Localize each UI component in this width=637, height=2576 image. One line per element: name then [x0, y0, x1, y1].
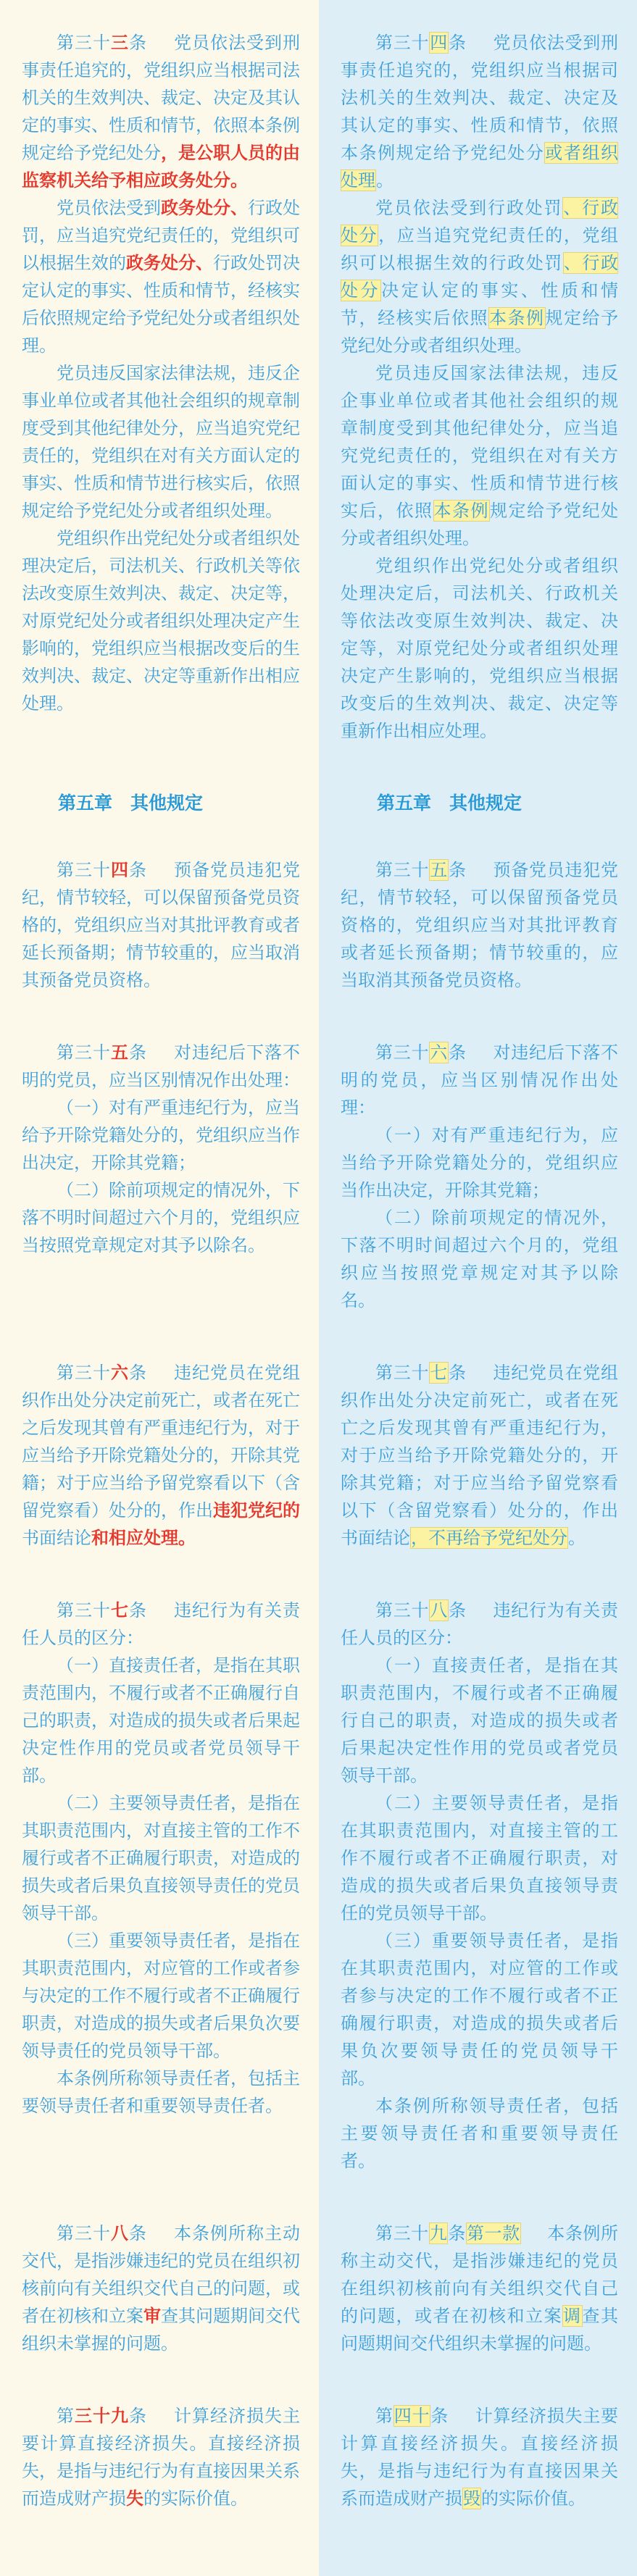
article-number: 条: [449, 33, 467, 53]
changed-text-red: 审: [143, 2306, 161, 2326]
article-number: 第: [57, 2406, 75, 2426]
changed-text-red: 失: [126, 2488, 143, 2509]
new-version-column: [319, 1039, 637, 1314]
text-segment: 计算经济损失主要计算直接经济损失。直接经济损失，是指与违纪行为有直接因果关系而造成财产损: [341, 2406, 618, 2509]
text-segment: 违纪行为有关责任人员的区分：: [341, 1600, 618, 1648]
article-number: 条: [430, 2406, 449, 2426]
article-number: 第一款: [466, 2223, 520, 2243]
article-number: 第三十: [375, 1600, 430, 1621]
text-segment: （一）对有严重违纪行为，应当给予开除党籍处分的，党组织应当作出决定，开除其党籍；: [341, 1125, 618, 1200]
paragraph: [341, 1789, 618, 1927]
text-segment: 规定给予党纪处分或者组织处理。: [341, 501, 618, 548]
new-version-column: [319, 2220, 637, 2357]
text-segment: 党员依法受到刑事责任追究的，党组织应当根据司法机关的生效判决、裁定、决定及其认定的事实、性质和情节，依照本条例规定给予党纪处分: [341, 33, 618, 163]
text-segment: （一）对有严重违纪行为，应当给予开除党籍处分的，党组织应当作出决定，开除其党籍；: [22, 1097, 300, 1173]
text-segment: 违纪党员在党组织作出处分决定前死亡，或者在死亡之后发现其曾有严重违纪行为，对于应当给予开除党籍处分的，开除其党籍；对于应当给予留党察看以下（含留党察看）处分的，作出: [22, 1363, 300, 1521]
article-number: 第三十: [375, 33, 430, 53]
article-number: 条: [449, 1363, 467, 1383]
paragraph: [22, 2065, 300, 2120]
paragraph: [341, 1204, 618, 1314]
article-number: 条: [129, 860, 147, 880]
article-number: 九: [429, 2223, 448, 2243]
text-segment: 规定给予党纪处分或者组织处理。: [341, 308, 618, 356]
text-segment: 对违纪后下落不明的党员，应当区别情况作出处理：: [341, 1042, 618, 1118]
article-row: [0, 2220, 637, 2357]
text-segment: 本条例所称主动交代，是指涉嫌违纪的党员在组织初核前向有关组织交代自己的问题，或者在初核和立案: [341, 2223, 619, 2326]
paragraph: [341, 1652, 618, 1789]
article-number: 第三十: [375, 1042, 430, 1063]
text-segment: 。: [376, 170, 394, 191]
text-segment: 预备党员违犯党纪，情节较轻，可以保留预备党员资格的，党组织应当对其批评教育或者延长预备期；情节较重的，应当取消其预备党员资格。: [341, 860, 618, 990]
text-segment: （二）主要领导责任者，是指在其职责范围内，对直接主管的工作不履行或者不正确履行职责，对造成的损失或者后果负直接领导责任的党员领导干部。: [341, 1793, 618, 1923]
highlight-text: ，不再给予党纪处分: [411, 1528, 567, 1548]
text-segment: （三）重要领导责任者，是指在其职责范围内，对应管的工作或者参与决定的工作不履行或者不正确履行职责，对造成的损失或者后果负次要领导责任的党员领导干部。: [341, 1931, 618, 2088]
article-number: 第三十: [57, 1363, 111, 1383]
paragraph: [22, 1597, 300, 1652]
text-segment: 党员违反国家法律法规，违反企事业单位或者其他社会组织的规章制度受到其他纪律处分，应当追究党纪责任的，党组织在对有关方面认定的事实、性质和情节进行核实后，依照: [341, 363, 618, 521]
article-number: 八: [430, 1600, 448, 1621]
article-number: 六: [430, 1042, 448, 1063]
paragraph: [341, 1597, 618, 1652]
text-segment: （二）主要领导责任者，是指在其职责范围内，对直接主管的工作不履行或者不正确履行职责，对造成的损失或者后果负直接领导责任的党员领导干部。: [22, 1793, 300, 1923]
old-version-column: [0, 2402, 319, 2512]
article-number: 第三十: [375, 2223, 429, 2243]
article-number: 三十九: [75, 2406, 129, 2426]
text-segment: 本条例所称领导责任者，包括主要领导责任者和重要领导责任者。: [341, 2096, 618, 2171]
old-version-column: [0, 790, 319, 817]
paragraph: [22, 2402, 300, 2512]
paragraph: [22, 1789, 300, 1927]
old-version-column: [0, 856, 319, 994]
article-number: 五: [430, 860, 448, 880]
old-version-column: [0, 1039, 319, 1259]
chapter-heading-row: [0, 790, 637, 817]
text-segment: 本条例所称主动交代，是指涉嫌违纪的党员在组织初核前向有关组织交代自己的问题，或者在初核和立案: [22, 2223, 300, 2326]
text-segment: 违纪党员在党组织作出处分决定前死亡，或者在死亡之后发现其曾有严重违纪行为，对于应当给予开除党籍处分的，开除其党籍；对于应当给予留党察看以下（含留党察看）处分的，作出书面结论: [341, 1363, 618, 1548]
article-number: 条: [449, 1600, 467, 1621]
text-segment: 行政处罚决定认定的事实、性质和情节，经核实后依照规定给予党纪处分或者组织处理。: [22, 253, 300, 356]
article-number: 三: [111, 33, 129, 53]
article-row: [0, 856, 637, 994]
paragraph: [341, 1039, 618, 1121]
article-number: 第三十: [57, 33, 111, 53]
old-version-column: [0, 1359, 319, 1552]
text-segment: （二）除前项规定的情况外，下落不明时间超过六个月的，党组织应当按照党章规定对其予以除名。: [341, 1208, 618, 1310]
highlight-text: 毁: [463, 2488, 480, 2509]
changed-text-red: 政务处分、: [161, 198, 248, 218]
highlight-text: 本条例: [489, 308, 545, 328]
article-rows: [0, 29, 637, 2512]
text-segment: 党组织作出党纪处分或者组织处理决定后，司法机关、行政机关等依法改变原生效判决、裁定、决定等，对原党纪处分或者组织处理决定产生影响的，党组织应当根据改变后的生效判决、裁定、决定等重新作出相应处理。: [341, 556, 618, 741]
article-number: 第三十: [57, 860, 111, 880]
paragraph: [341, 856, 618, 994]
text-segment: 行政处罚，应当追究党纪责任的，党组织可以根据生效的: [22, 198, 300, 273]
text-segment: （三）重要领导责任者，是指在其职责范围内，对应管的工作或者参与决定的工作不履行或者不正确履行职责，对造成的损失或者后果负次要领导责任的党员领导干部。: [22, 1931, 300, 2061]
article-number: 第三十: [57, 2223, 111, 2243]
article-number: 七: [111, 1600, 129, 1621]
new-version-column: [319, 1359, 637, 1552]
changed-text-red: 和相应处理。: [91, 1528, 196, 1548]
article-number: 四十: [394, 2406, 430, 2426]
article-number: 条: [129, 2406, 147, 2426]
changed-text-red: 政务处分、: [126, 253, 213, 273]
article-number: 条: [129, 1600, 147, 1621]
text-segment: 党员依法受到行政处罚: [375, 198, 563, 218]
paragraph: [22, 1652, 300, 1789]
new-version-column: [319, 1597, 637, 2175]
article-number: 第三十: [57, 1042, 111, 1063]
paragraph: [22, 1094, 300, 1176]
highlight-text: 本条例: [433, 501, 489, 521]
article-row: [0, 1359, 637, 1552]
text-segment: 决定认定的事实、性质和情节，经核实后依照: [341, 280, 619, 328]
article-number: 五: [111, 1042, 129, 1063]
article-number: 第三十: [375, 1363, 430, 1383]
paragraph: [22, 194, 300, 359]
paragraph: [341, 2220, 618, 2357]
text-segment: 预备党员违犯党纪，情节较轻，可以保留预备党员资格的，党组织应当对其批评教育或者延长预备期；情节较重的，应当取消其预备党员资格。: [22, 860, 300, 990]
paragraph: [22, 1927, 300, 2065]
article-number: 条: [449, 1042, 467, 1063]
paragraph: [341, 1359, 618, 1552]
article-number: 条: [449, 860, 467, 880]
text-segment: 计算经济损失主要计算直接经济损失。直接经济损失，是指与违纪行为有直接因果关系而造成财产损: [22, 2406, 300, 2509]
highlight-text: 、行政处分: [341, 253, 619, 301]
article-number: 条: [448, 2223, 466, 2243]
paragraph: [22, 1039, 300, 1094]
paragraph: [22, 2220, 300, 2357]
paragraph: [341, 2402, 618, 2512]
text-segment: （一）直接责任者，是指在其职责范围内，不履行或者不正确履行自己的职责，对造成的损失或者后果起决定性作用的党员或者党员领导干部。: [341, 1655, 618, 1786]
new-version-column: [319, 790, 637, 817]
changed-text-red: 违犯党纪的: [213, 1500, 300, 1521]
paragraph: [22, 29, 300, 194]
paragraph: [341, 359, 618, 552]
text-segment: （一）直接责任者，是指在其职责范围内，不履行或者不正确履行自己的职责，对造成的损失或者后果起决定性作用的党员或者党员领导干部。: [22, 1655, 300, 1786]
chapter-title: 第五章 其他规定: [58, 793, 204, 814]
text-segment: 党员违反国家法律法规，违反企事业单位或者其他社会组织的规章制度受到其他纪律处分，应当追究党纪责任的，党组织在对有关方面认定的事实、性质和情节进行核实后，依照规定给予党纪处分或者组织处理。: [22, 363, 300, 521]
article-number: 第三十: [57, 1600, 111, 1621]
text-segment: 查其问题期间交代组织未掌握的问题。: [341, 2306, 618, 2354]
text-segment: 查其问题期间交代组织未掌握的问题。: [22, 2306, 300, 2354]
article-number: 条: [129, 1363, 147, 1383]
changed-text-red: ，是公职人员的由监察机关给予相应政务处分。: [22, 143, 300, 191]
article-number: 六: [111, 1363, 129, 1383]
text-segment: 。: [568, 1528, 586, 1548]
article-number: 四: [111, 860, 129, 880]
text-segment: 党员依法受到刑事责任追究的，党组织应当根据司法机关的生效判决、裁定、决定及其认定的事实、性质和情节，依照本条例规定给予党纪处分: [22, 33, 300, 163]
paragraph: [22, 524, 300, 717]
text-segment: ，应当追究党纪责任的，党组织可以根据生效的行政处罚: [341, 225, 619, 273]
text-segment: 的实际价值。: [143, 2488, 248, 2509]
article-row: [0, 1597, 637, 2175]
article-row: [0, 1039, 637, 1314]
old-version-column: [0, 2220, 319, 2357]
paragraph: [341, 1927, 618, 2092]
paragraph: [22, 1359, 300, 1552]
paragraph: [341, 194, 618, 359]
highlight-text: 、行政处分: [341, 198, 619, 246]
highlight-text: 或者组织处理: [341, 143, 619, 191]
article-number: 第三十: [375, 860, 430, 880]
old-version-column: [0, 1597, 319, 2120]
article-number: 七: [430, 1363, 448, 1383]
text-segment: 本条例所称领导责任者，包括主要领导责任者和重要领导责任者。: [22, 2068, 300, 2116]
new-version-column: [319, 2402, 637, 2512]
paragraph: [341, 552, 618, 745]
paragraph: [341, 2092, 618, 2175]
text-segment: （二）除前项规定的情况外，下落不明时间超过六个月的，党组织应当按照党章规定对其予以除名。: [22, 1180, 300, 1255]
article-number: 条: [129, 1042, 147, 1063]
chapter-title: 第五章 其他规定: [377, 793, 522, 814]
text-segment: 党组织作出党纪处分或者组织处理决定后，司法机关、行政机关等依法改变原生效判决、裁定、决定等，对原党纪处分或者组织处理决定产生影响的，党组织应当根据改变后的生效判决、裁定、决定等重新作出相应处理。: [22, 528, 300, 714]
article-number: 条: [129, 33, 147, 53]
paragraph: [341, 29, 618, 194]
article-row: [0, 2402, 637, 2512]
text-segment: 书面结论: [22, 1528, 91, 1548]
text-segment: 的实际价值。: [481, 2488, 586, 2509]
article-number: 条: [129, 2223, 147, 2243]
old-version-column: [0, 29, 319, 717]
new-version-column: [319, 856, 637, 994]
article-row: [0, 29, 637, 745]
article-number: 四: [430, 33, 448, 53]
paragraph: [22, 856, 300, 994]
article-number: 第: [375, 2406, 394, 2426]
text-segment: 党员依法受到: [57, 198, 161, 218]
paragraph: [22, 359, 300, 524]
text-segment: 对违纪后下落不明的党员，应当区别情况作出处理：: [22, 1042, 300, 1090]
highlight-text: 调: [563, 2306, 582, 2326]
paragraph: [22, 1176, 300, 1259]
article-number: 八: [111, 2223, 129, 2243]
text-segment: 违纪行为有关责任人员的区分：: [22, 1600, 300, 1648]
new-version-column: [319, 29, 637, 745]
paragraph: [341, 1121, 618, 1204]
